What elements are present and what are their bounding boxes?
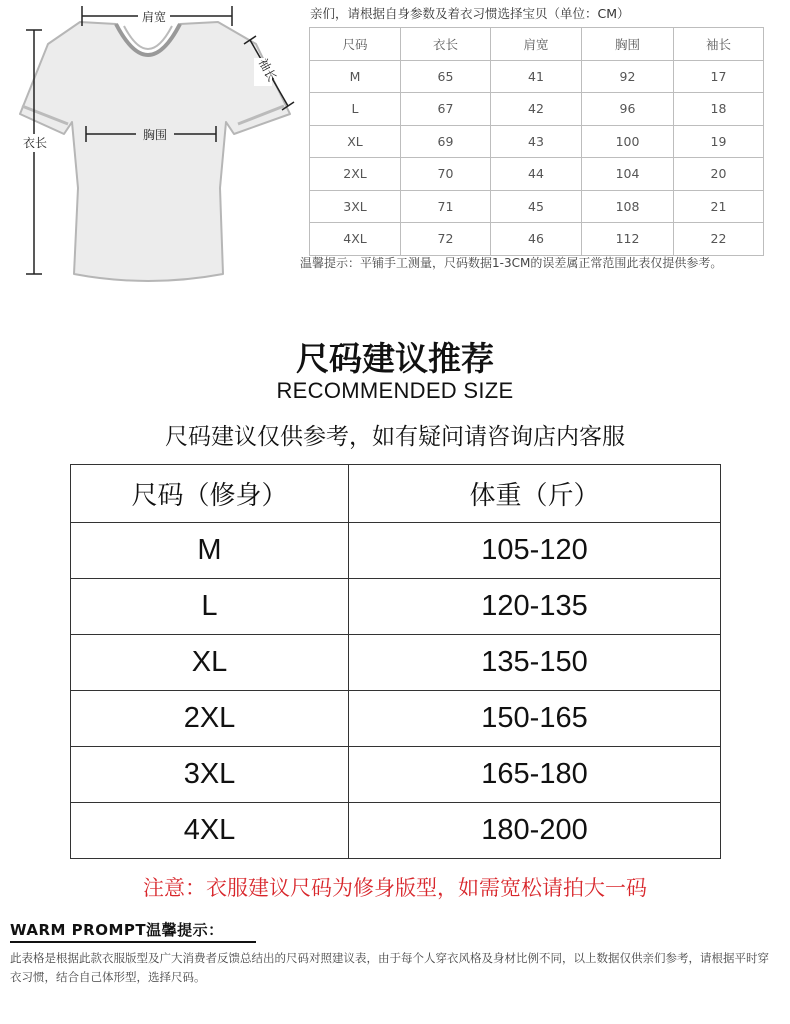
table-row	[71, 747, 721, 803]
table-row	[310, 190, 764, 223]
shoulder-cell: 42	[491, 93, 582, 126]
header-cell: 胸围	[582, 28, 674, 61]
size-cell: L	[71, 579, 349, 635]
chest-cell: 104	[582, 158, 674, 191]
size-cell: 2XL	[71, 691, 349, 747]
shoulder-cell: 41	[491, 60, 582, 93]
sleeve-length-label: 袖长	[255, 56, 280, 85]
sleeve-cell: 17	[674, 60, 764, 93]
divider	[10, 941, 256, 943]
header-cell-size: 尺码（修身）	[71, 465, 349, 523]
length-cell: 70	[401, 158, 491, 191]
measurement-header-row	[310, 28, 764, 61]
unit-note: 亲们，请根据自身参数及着衣习惯选择宝贝（单位：CM）	[310, 6, 630, 21]
measurement-table	[309, 27, 764, 256]
sleeve-cell: 20	[674, 158, 764, 191]
shoulder-cell: 44	[491, 158, 582, 191]
measurement-tip: 温馨提示：平铺手工测量，尺码数据1-3CM的误差属正常范围此表仅提供参考。	[300, 256, 723, 270]
length-label: 衣长	[22, 136, 48, 150]
table-row	[310, 60, 764, 93]
size-cell: L	[310, 93, 401, 126]
sleeve-cell: 22	[674, 223, 764, 256]
table-row	[71, 635, 721, 691]
header-cell: 尺码	[310, 28, 401, 61]
chest-cell: 108	[582, 190, 674, 223]
size-cell: 2XL	[310, 158, 401, 191]
shoulder-width-label: 肩宽	[141, 10, 167, 24]
table-row	[71, 523, 721, 579]
table-row	[310, 125, 764, 158]
chest-cell: 92	[582, 60, 674, 93]
shoulder-cell: 43	[491, 125, 582, 158]
warm-prompt-text: 此表格是根据此款衣服版型及广大消费者反馈总结出的尺码对照建议表，由于每个人穿衣风格及身材比例不同，以上数据仅供亲们参考，请根据平时穿衣习惯，结合自己体形型，选择尺码。	[10, 951, 769, 984]
size-cell: M	[310, 60, 401, 93]
chest-cell: 100	[582, 125, 674, 158]
table-row	[310, 223, 764, 256]
weight-cell: 180-200	[349, 803, 721, 859]
sleeve-cell: 21	[674, 190, 764, 223]
weight-cell: 105-120	[349, 523, 721, 579]
size-cell: 4XL	[71, 803, 349, 859]
header-cell: 衣长	[401, 28, 491, 61]
weight-cell: 120-135	[349, 579, 721, 635]
table-row	[310, 158, 764, 191]
size-cell: XL	[310, 125, 401, 158]
size-cell: 3XL	[71, 747, 349, 803]
weight-cell: 135-150	[349, 635, 721, 691]
header-cell-weight: 体重（斤）	[349, 465, 721, 523]
length-cell: 67	[401, 93, 491, 126]
warm-prompt-heading: WARM PROMPT温馨提示：	[10, 921, 224, 939]
recommend-header-row	[71, 465, 721, 523]
size-cell: 3XL	[310, 190, 401, 223]
recommend-description: 尺码建议仅供参考，如有疑问请咨询店内客服	[165, 424, 625, 450]
fit-notice: 注意：衣服建议尺码为修身版型，如需宽松请拍大一码	[143, 876, 647, 900]
chest-label: 胸围	[142, 128, 168, 142]
length-cell: 69	[401, 125, 491, 158]
recommend-size-table	[70, 464, 721, 859]
sleeve-cell: 19	[674, 125, 764, 158]
weight-cell: 165-180	[349, 747, 721, 803]
table-row	[310, 93, 764, 126]
weight-cell: 150-165	[349, 691, 721, 747]
recommend-subtitle: RECOMMENDED SIZE	[276, 378, 514, 403]
size-cell: M	[71, 523, 349, 579]
table-row	[71, 579, 721, 635]
tshirt-outline	[8, 2, 298, 284]
chest-cell: 96	[582, 93, 674, 126]
length-cell: 65	[401, 60, 491, 93]
size-cell: 4XL	[310, 223, 401, 256]
table-row	[71, 691, 721, 747]
recommend-title: 尺码建议推荐	[296, 339, 494, 378]
size-cell: XL	[71, 635, 349, 691]
length-cell: 72	[401, 223, 491, 256]
sleeve-cell: 18	[674, 93, 764, 126]
shoulder-cell: 46	[491, 223, 582, 256]
header-cell: 袖长	[674, 28, 764, 61]
length-cell: 71	[401, 190, 491, 223]
table-row	[71, 803, 721, 859]
shoulder-cell: 45	[491, 190, 582, 223]
tshirt-measurement-diagram	[8, 2, 298, 284]
header-cell: 肩宽	[491, 28, 582, 61]
chest-cell: 112	[582, 223, 674, 256]
